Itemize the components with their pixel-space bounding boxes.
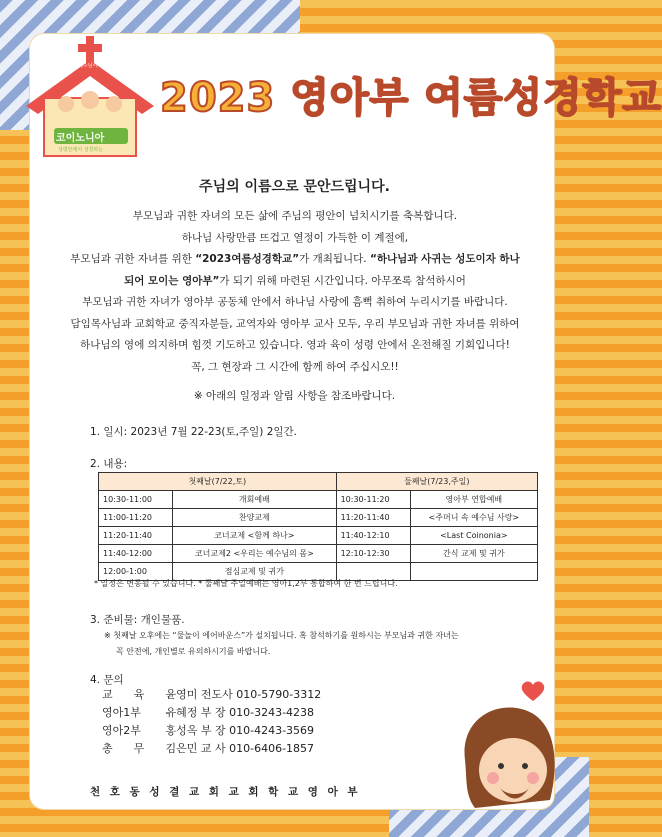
contact-role: 영아2부 — [102, 724, 141, 737]
contact-role: 교 육 — [102, 688, 145, 701]
schedule-row — [99, 509, 538, 527]
supplies-note: 꼭 안전에, 개인별로 유의하시기를 바랍니다. — [116, 647, 271, 656]
body-line: 꼭, 그 현장과 그 시간에 함께 하여 주십시오!! — [191, 360, 399, 373]
contact-item — [102, 722, 321, 740]
body-line: 부모님과 귀한 자녀의 모든 삶에 주님의 평안이 넘치시기를 축복합니다. — [132, 210, 458, 222]
greeting: 주님의 이름으로 문안드립니다. — [199, 179, 390, 195]
logo-sub-text: 성령안에서 성장하는 — [58, 147, 104, 153]
day2-event — [410, 563, 537, 581]
letter-body — [48, 206, 542, 378]
contact-phone: 010-4243-3569 — [229, 724, 315, 737]
contact-phone: 010-3243-4238 — [229, 706, 315, 719]
logo-name: 코이노니아 — [56, 133, 105, 144]
page-title: 2023 영아부 여름성경학교 — [160, 75, 662, 121]
schedule-row — [99, 527, 538, 545]
day1-event: 코너교제 <함께 하나> — [173, 527, 336, 545]
day2-event: 영아부 연합예배 — [410, 491, 537, 509]
day1-event: 개회예배 — [173, 491, 336, 509]
contact-name: 홍성옥 부 장 — [165, 724, 226, 737]
day2-event: <Last Coinonia> — [410, 527, 537, 545]
contact-phone: 010-6406-1857 — [229, 742, 315, 755]
contact-item — [102, 686, 321, 704]
contact-name: 유혜정 부 장 — [165, 706, 226, 719]
contact-phone: 010-5790-3312 — [236, 688, 322, 701]
day1-event: 찬양교제 — [173, 509, 336, 527]
schedule-row — [99, 545, 538, 563]
schedule-table — [98, 472, 538, 581]
section-contact: 4. 문의 — [90, 674, 124, 686]
schedule-footnote: * 일정은 변동될 수 있습니다. * 둘째날 주일예배는 영아1,2부 통합하여 한 번 드립니다. — [94, 579, 398, 588]
day2-event: 간식 교제 및 귀가 — [410, 545, 537, 563]
contact-role: 총 무 — [102, 742, 145, 755]
contact-name: 윤영미 전도사 — [165, 688, 233, 701]
body-line: 하나님의 영에 의지하며 힘껏 기도하고 있습니다. 영과 육이 성령 안에서 온전해질 기회입니다! — [80, 339, 510, 351]
contact-item — [102, 704, 321, 722]
child-illustration — [455, 700, 560, 808]
body-line: 부모님과 귀한 자녀가 영아부 공동체 안에서 하나님 사랑에 흠뻑 취하여 누리시기를 바랍니다. — [82, 296, 508, 308]
contact-list — [102, 686, 321, 758]
contact-name: 김은민 교 사 — [165, 742, 226, 755]
supplies-note: ※ 첫째날 오후에는 “물놀이 에어바운스”가 설치됩니다. 혹 참석하기를 원하시는 부모님과 귀한 자녀는 — [104, 631, 459, 640]
day1-time: 10:30-11:00 — [99, 491, 173, 509]
day1-time: 11:40-12:00 — [99, 545, 173, 563]
body-line: 부모님과 귀한 자녀를 위한 “2023여름성경학교”가 개최됩니다. “하나님과 사귀는 성도이자 하나 — [70, 253, 520, 265]
day2-time: 10:30-11:20 — [336, 491, 410, 509]
day2-header: 둘째날(7/23,주일) — [336, 473, 537, 491]
day2-time: 11:40-12:10 — [336, 527, 410, 545]
heart-icon — [520, 680, 546, 702]
schedule-row — [99, 491, 538, 509]
notice-text: ※ 아래의 일정과 알림 사항을 참조바랍니다. — [193, 390, 396, 402]
body-line: 되어 모이는 영아부”가 되기 위해 마련된 시간입니다. 아무쪼록 참석하시어 — [124, 274, 466, 287]
section-date: 1. 일시: 2023년 7월 22-23(토,주일) 2일간. — [90, 426, 297, 438]
body-line: 하나님 사랑만큼 뜨겁고 열정이 가득한 이 계절에, — [181, 231, 409, 244]
day1-header: 첫째날(7/22,토) — [99, 473, 337, 491]
body-line: 담임목사님과 교회학교 중직자분들, 교역자와 영아부 교사 모두, 우리 부모님과 귀한 자녀를 위하여 — [70, 317, 520, 330]
day1-event: 점심교제 및 귀가 — [173, 563, 336, 581]
day2-event: <주머니 속 예수님 사랑> — [410, 509, 537, 527]
day2-time: 11:20-11:40 — [336, 509, 410, 527]
day1-time: 11:00-11:20 — [99, 509, 173, 527]
day1-time: 12:00-1:00 — [99, 563, 173, 581]
section-content: 2. 내용: — [90, 458, 128, 470]
day1-event: 코너교제2 <우리는 예수님의 몸> — [173, 545, 336, 563]
section-supplies: 3. 준비물: 개인물품. — [90, 614, 185, 626]
day2-time: 12:10-12:30 — [336, 545, 410, 563]
day1-time: 11:20-11:40 — [99, 527, 173, 545]
church-name: 천 호 동 성 결 교 회 교 회 학 교 영 아 부 — [90, 786, 359, 798]
logo-top-text: 예수님이 주인되시는 — [78, 63, 124, 69]
contact-item — [102, 740, 321, 758]
contact-role: 영아1부 — [102, 706, 141, 719]
